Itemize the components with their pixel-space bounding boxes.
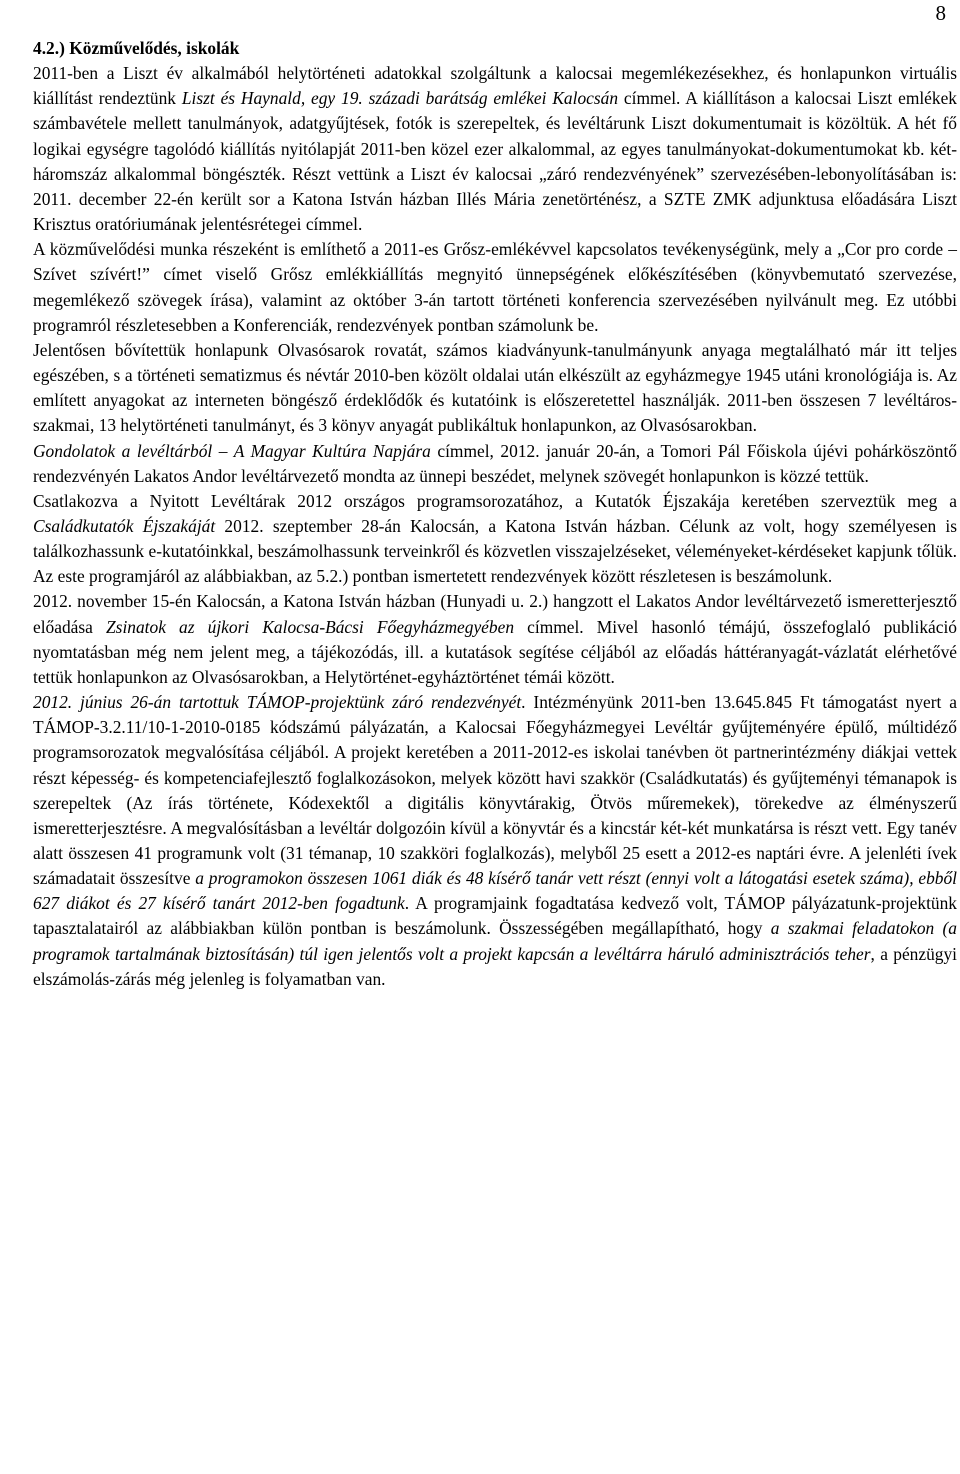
paragraph (33, 439, 957, 489)
text-run: , a pénzügyi elszámolás-zárás még jelenleg is folyamatban van. (33, 943, 957, 989)
page-number: 8 (935, 1, 946, 25)
italic-text: Zsinatok az újkori Kalocsa-Bácsi Főegyházmegyében (106, 616, 515, 637)
text-run: . Intézményünk 2011-ben 13.645.845 Ft támogatást nyert a TÁMOP-3.2.11/10-1-2010-0185 kódszámú pályázatán, a Kalocsai Főegyházmegyei Levéltár gyűjteményére épülő, múltidéző programsorozatok megvalósítása céljából. A projekt keretében a 2011-2012-es iskolai tanévben öt partnerintézmény diákjai vettek részt képesség- és kompetenciafejlesztő foglalkozásokon, melyek között havi szakkör (Családkutatás) és gyűjteményi témanapok is szerepeltek (Az írás története, Kódexektől a digitális könyvtárakig, Ötvös műremekek), törekedve az élményszerű ismeretterjesztésre. A megvalósításban a levéltár dolgozóin kívül a könyvtár és a kincstár két-két munkatársa is részt vett. Egy tanév alatt összesen 41 programunk volt (31 témanap, 10 szakköri foglalkozás), melyből 25 esett a 2012-es naptári évre. A jelenléti ívek számadatait összesítve (33, 692, 957, 889)
text-run: Jelentősen bővítettük honlapunk Olvasósarok rovatát, számos kiadványunk-tanulmányunk anyaga megtalálható már itt teljes egészében, s a történeti sematizmus és névtár 2010-ben közölt oldalai után elkészült az egyházmegye 1945 utáni kronológiája is. Az említett anyagokat az interneten böngésző érdeklődők és kutatóink is előszeretettel használják. 2011-ben összesen 7 levéltáros-szakmai, 13 helytörténeti tanulmányt, és 3 könyv anyagát publikáltuk honlapunkon, az Olvasósarokban. (33, 339, 957, 436)
text-run: címmel. A kiállításon a kalocsai Liszt emlékek számbavétele mellett tanulmányok, adatgyűjtések, fotók is szerepeltek, és levéltárunk Liszt dokumentumait is közöltük. A hét fő logikai egységre tagolódó kiállítás nyitólapját 2011-ben közel ezer alkalommal, az egyes tanulmányokat-dokumentumokat kb. két-háromszáz alkalommal böngészték. Részt vettünk a Liszt év kalocsai „záró rendezvényének” szervezésében-lebonyolításában is: 2011. december 22-én került sor a Katona István házban Illés Mária zenetörténész, a SZTE ZMK adjunktusa előadására Liszt Krisztus oratóriumának jelentésrétegei címmel. (33, 88, 958, 235)
paragraph (33, 489, 957, 590)
document-body (33, 36, 957, 992)
italic-text: Liszt és Haynald, egy 19. századi barátság emlékei Kalocsán (181, 88, 619, 109)
text-run: címmel, 2012. január 20-án, a Tomori Pál Főiskola újévi pohárköszöntő rendezvényén Lakatos Andor levéltárvezető mondta az ünnepi beszédet, melynek szövegét honlapunkon is közzé tettük. (33, 440, 957, 486)
italic-text: a szakmai feladatokon (a programok tartalmának biztosításán) túl igen jelentős volt a projekt kapcsán a levéltárra háruló adminisztrációs teher (33, 918, 957, 964)
text-run: 2012. szeptember 28-án Kalocsán, a Katona István házban. Célunk az volt, hogy személyesen is találkozhassunk e-kutatóinkkal, beszámolhassunk terveinkről és közvetlen visszajelzéseket, véleményeket-kérdéseket kapjunk tőlük. Az este programjáról az alábbiakban, az 5.2.) pontban ismertetett rendezvények között részletesen is beszámolunk. (33, 515, 957, 587)
paragraph (33, 690, 957, 992)
text-run: 2012. november 15-én Kalocsán, a Katona István házban (Hunyadi u. 2.) hangzott el Lakatos Andor levéltárvezető ismeretterjesztő előadása (33, 591, 957, 637)
paragraph (33, 338, 957, 439)
paragraph-list (33, 61, 957, 992)
text-run: címmel. Mivel hasonló témájú, összefoglaló publikáció nyomtatásban még nem jelent meg, a tájékozódás, ill. a kutatások segítése céljából az előadás háttéranyagát-vázlatát elérhetővé tettük honlapunkon az Olvasósarokban, a Helytörténet-egyháztörténet témái között. (33, 616, 957, 687)
paragraph (33, 61, 957, 237)
text-run: . A programjaink fogadtatása kedvező volt, TÁMOP pályázatunk-projektünk tapasztalatairól az alábbiakban külön pontban is beszámolunk. Összességében megállapítható, hogy (33, 893, 958, 939)
italic-text: Gondolatok a levéltárból – A Magyar Kultúra Napjára (33, 440, 431, 461)
paragraph (33, 589, 957, 690)
text-run: 2011-ben a Liszt év alkalmából helytörténeti adatokkal szolgáltunk a kalocsai megemlékezésekhez, és honlapunkon virtuális kiállítást rendeztünk (33, 63, 957, 109)
section-heading: 4.2.) Közművelődés, iskolák (33, 38, 240, 58)
italic-text: 2012. június 26-án tartottuk TÁMOP-projektünk záró rendezvényét (33, 692, 522, 713)
text-run: A közművelődési munka részeként is említhető a 2011-es Grősz-emlékévvel kapcsolatos tevékenységünk, mely a „Cor pro corde – Szívet szívért!” címet viselő Grősz emlékkiállítás megnyitó ünnepségének előkészítésében (könyvbemutató szervezése, megemlékező szövegek írása), valamint az október 3-án tartott történeti konferencia szervezésében nyilvánult meg. Ez utóbbi programról részletesebben a Konferenciák, rendezvények pontban számolunk be. (33, 239, 957, 335)
italic-text: a programokon összesen 1061 diák és 48 kísérő tanár vett részt (ennyi volt a látogatási esetek száma), ebből 627 diákot és 27 kísérő tanárt 2012-ben fogadtunk (33, 868, 957, 914)
text-run: Csatlakozva a Nyitott Levéltárak 2012 országos programsorozatához, a Kutatók Éjszakája keretében szerveztük meg a (33, 490, 957, 511)
italic-text: Családkutatók Éjszakáját (33, 515, 216, 536)
paragraph (33, 237, 957, 338)
